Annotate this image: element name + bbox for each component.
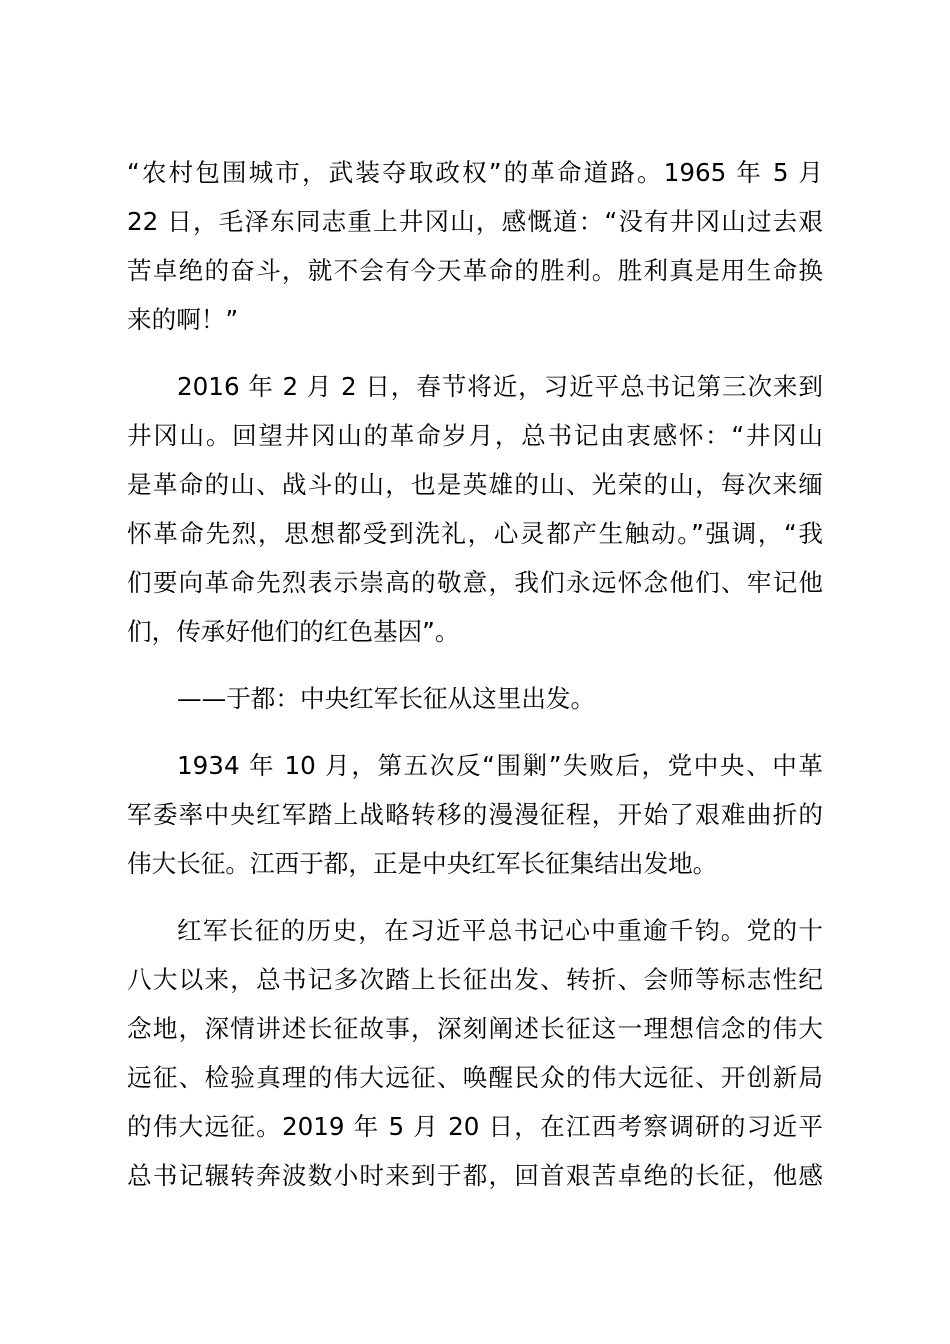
text-line: 军委率中央红军踏上战略转移的漫漫征程，开始了艰难曲折的 <box>127 800 823 829</box>
text-line: 来的啊！” <box>127 305 239 334</box>
text-line: 们，传承好他们的红色基因”。 <box>127 617 460 646</box>
text-line: 念地，深情讲述长征故事，深刻阐述长征这一理想信念的伟大 <box>127 1014 823 1043</box>
text-line: 22 日，毛泽东同志重上井冈山，感慨道：“没有井冈山过去艰 <box>127 207 823 236</box>
paragraph-3 <box>127 674 823 723</box>
text-line: 苦卓绝的奋斗，就不会有今天革命的胜利。胜利真是用生命换 <box>127 256 823 285</box>
text-line: 是革命的山、战斗的山，也是英雄的山、光荣的山，每次来缅 <box>127 470 823 499</box>
text-line: 怀革命先烈，思想都受到洗礼，心灵都产生触动。”强调，“我 <box>127 519 823 548</box>
paragraph-4 <box>127 741 823 888</box>
text-line: 的伟大远征。2019 年 5 月 20 日，在江西考察调研的习近平 <box>127 1112 823 1141</box>
text-line: 八大以来，总书记多次踏上长征出发、转折、会师等标志性纪 <box>127 965 823 994</box>
text-line: 远征、检验真理的伟大远征、唤醒民众的伟大远征、开创新局 <box>127 1063 823 1092</box>
text-line: 1934 年 10 月，第五次反“围剿”失败后，党中央、中革 <box>177 751 823 780</box>
body-text <box>127 148 823 1200</box>
text-line: 总书记辗转奔波数小时来到于都，回首艰苦卓绝的长征，他感 <box>127 1161 823 1190</box>
paragraph-1 <box>127 148 823 344</box>
paragraph-5 <box>127 906 823 1200</box>
text-line: 红军长征的历史，在习近平总书记心中重逾千钧。党的十 <box>177 916 823 945</box>
text-line: 们要向革命先烈表示崇高的敬意，我们永远怀念他们、牢记他 <box>127 568 823 597</box>
paragraph-2 <box>127 362 823 656</box>
text-line: 2016 年 2 月 2 日，春节将近，习近平总书记第三次来到 <box>177 372 823 401</box>
text-line: “农村包围城市，武装夺取政权”的革命道路。1965 年 5 月 <box>127 158 823 187</box>
text-line: 伟大长征。江西于都，正是中央红军长征集结出发地。 <box>127 849 718 878</box>
text-line: ——于都：中央红军长征从这里出发。 <box>177 684 596 713</box>
text-line: 井冈山。回望井冈山的革命岁月，总书记由衷感怀：“井冈山 <box>127 421 823 450</box>
